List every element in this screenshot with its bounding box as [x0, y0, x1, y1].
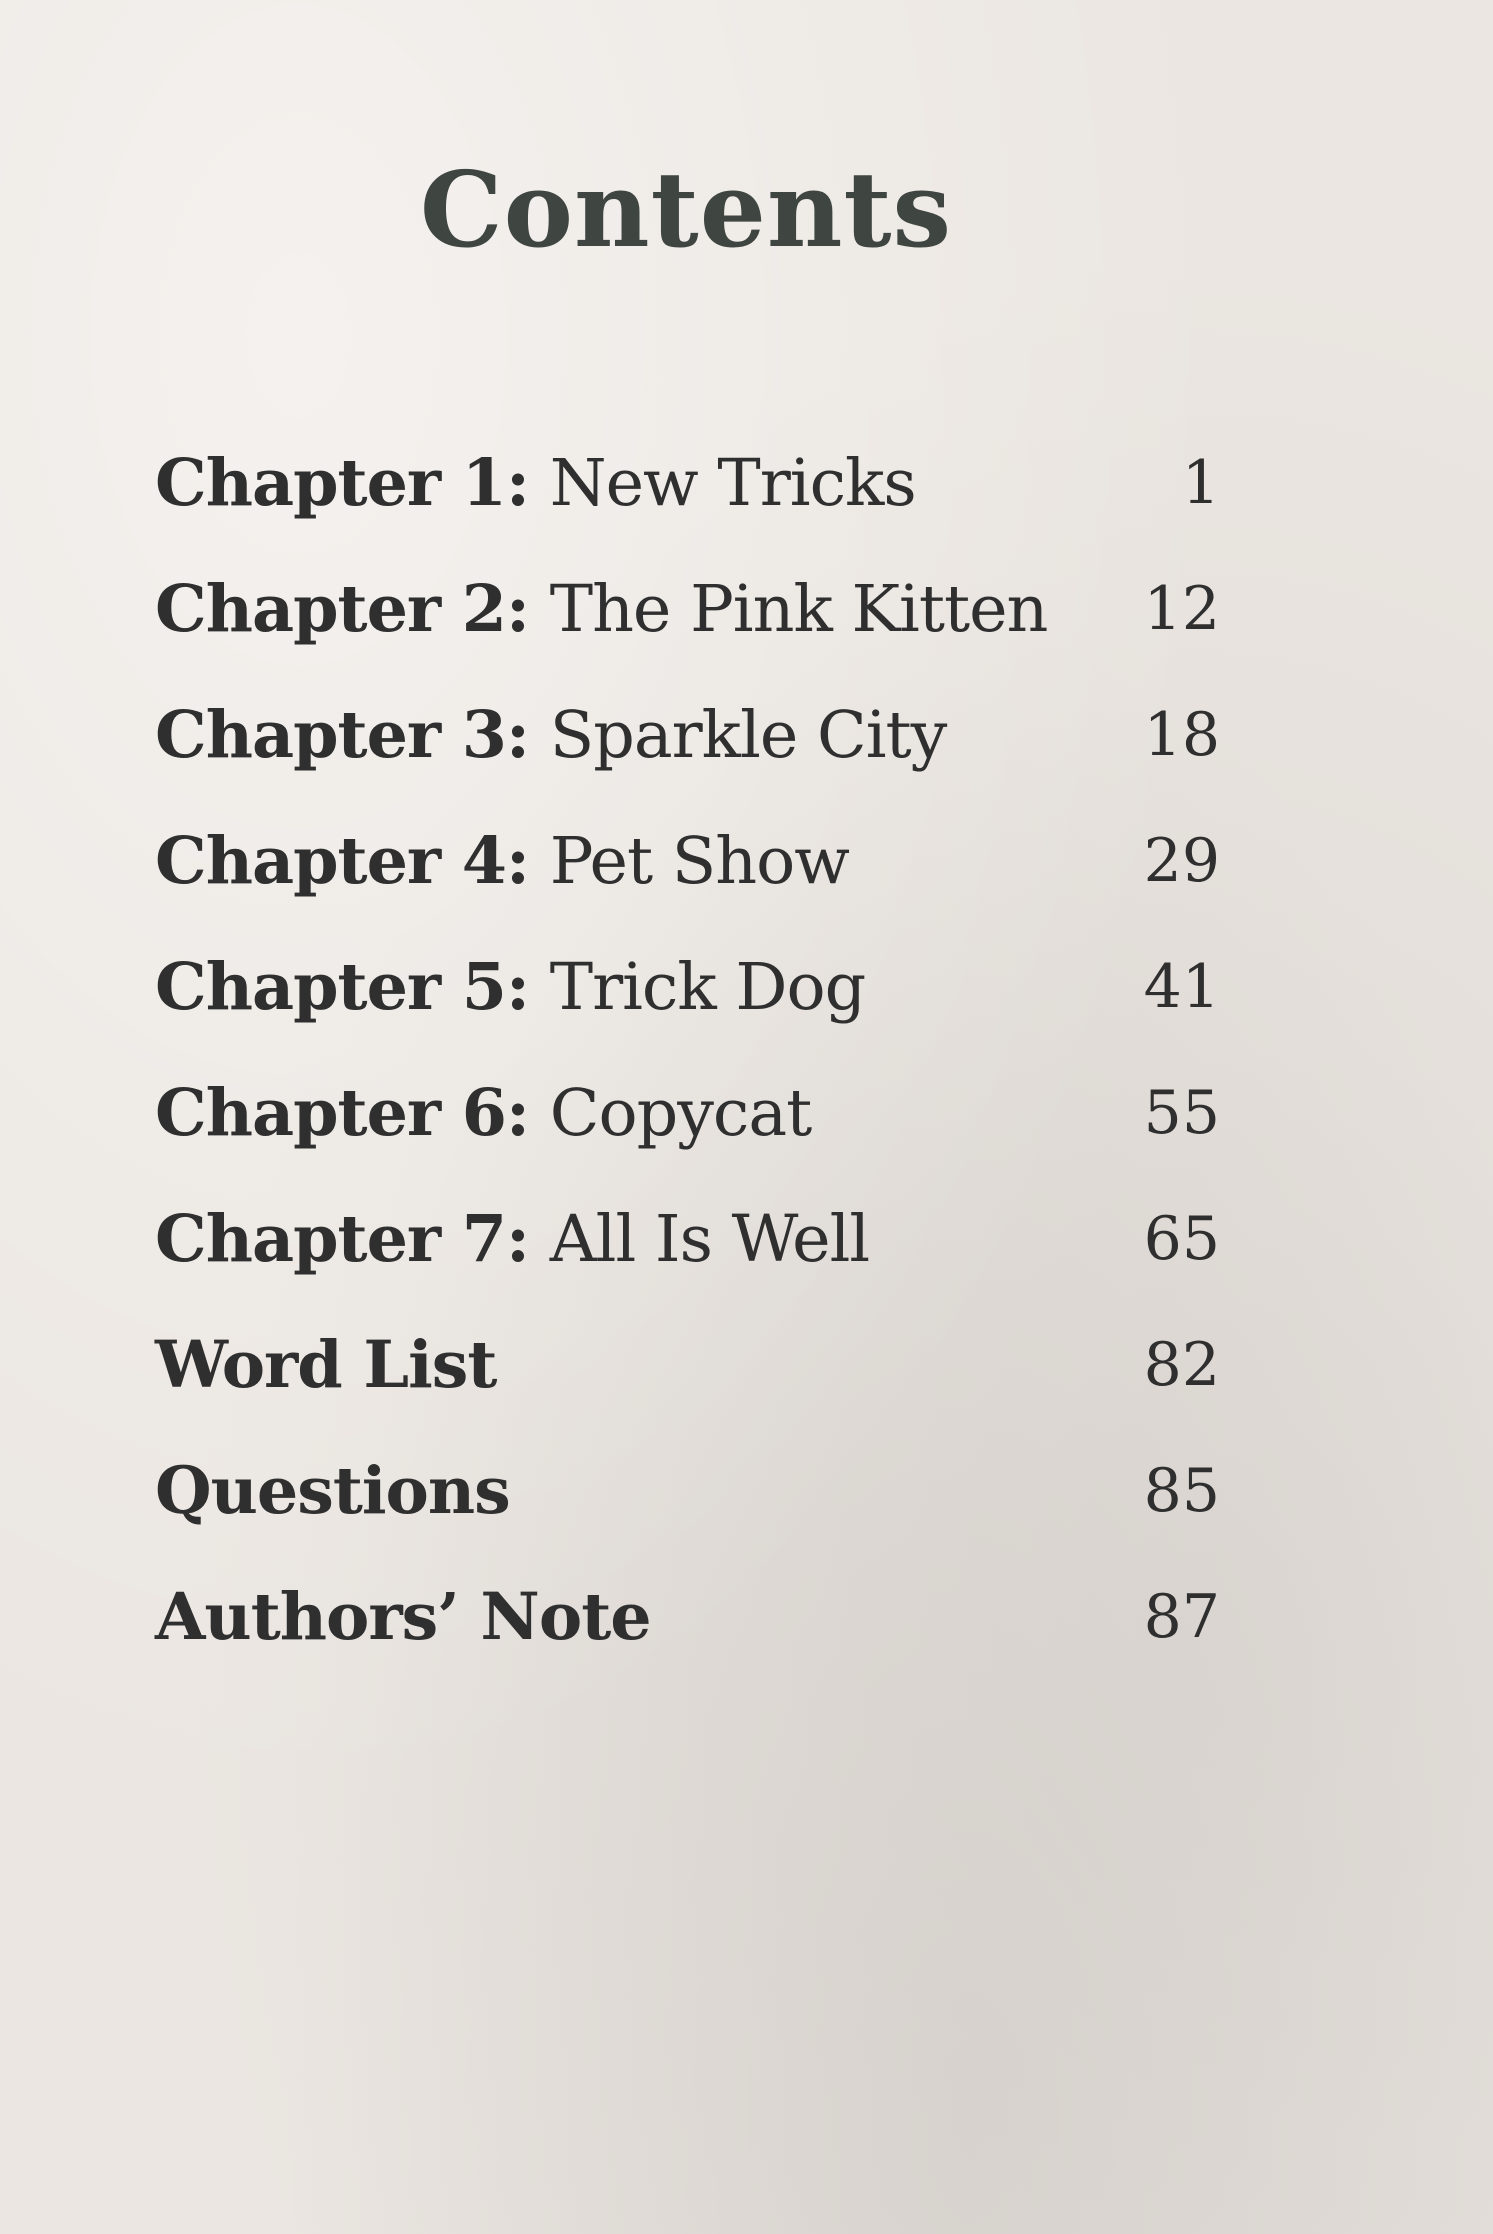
toc-entry-chapter-7 [155, 1176, 1220, 1302]
toc-entry-questions [155, 1428, 1220, 1554]
toc-entry-text [155, 444, 916, 521]
toc-page-number: 18 [1143, 700, 1220, 770]
toc-entry-text [155, 1578, 651, 1655]
toc-entry-label: Authors’ Note [155, 1578, 651, 1655]
toc-page-number: 12 [1143, 574, 1220, 644]
toc-page-number: 85 [1143, 1456, 1220, 1526]
toc-entry-label: Chapter 6: [155, 1074, 530, 1151]
page-title: Contents [419, 148, 953, 271]
toc-entry-authors-note [155, 1554, 1220, 1680]
toc-page-number: 41 [1143, 952, 1220, 1022]
toc-entry-chapter-3 [155, 672, 1220, 798]
toc-page-number: 29 [1143, 826, 1220, 896]
toc-page-number: 87 [1143, 1582, 1220, 1652]
toc-entry-text [155, 1452, 510, 1529]
toc-entry-text [155, 696, 947, 773]
toc-entry-label: Questions [155, 1452, 510, 1529]
toc-entry-title: All Is Well [549, 1201, 870, 1277]
toc-entry-chapter-4 [155, 798, 1220, 924]
toc-entry-title: Copycat [549, 1075, 812, 1151]
table-of-contents [155, 420, 1220, 1680]
toc-entry-text [155, 1200, 870, 1277]
toc-entry-label: Chapter 2: [155, 570, 530, 647]
toc-entry-title: Sparkle City [549, 697, 947, 773]
toc-entry-title: Pet Show [549, 823, 849, 899]
toc-page-number: 1 [1181, 448, 1220, 518]
toc-entry-label: Chapter 5: [155, 948, 530, 1025]
toc-entry-label: Chapter 3: [155, 696, 530, 773]
toc-entry-label: Chapter 4: [155, 822, 530, 899]
toc-entry-label: Word List [155, 1326, 497, 1403]
toc-entry-text [155, 948, 866, 1025]
toc-entry-chapter-5 [155, 924, 1220, 1050]
toc-entry-title: Trick Dog [549, 949, 866, 1025]
toc-entry-text [155, 1326, 497, 1403]
toc-entry-text [155, 570, 1048, 647]
toc-entry-chapter-2 [155, 546, 1220, 672]
toc-page-number: 55 [1143, 1078, 1220, 1148]
toc-entry-title: The Pink Kitten [549, 571, 1048, 647]
toc-entry-label: Chapter 7: [155, 1200, 530, 1277]
toc-page-number: 82 [1143, 1330, 1220, 1400]
toc-entry-word-list [155, 1302, 1220, 1428]
toc-entry-chapter-1 [155, 420, 1220, 546]
toc-entry-text [155, 1074, 812, 1151]
toc-entry-title: New Tricks [549, 445, 916, 521]
toc-page-number: 65 [1143, 1204, 1220, 1274]
toc-entry-chapter-6 [155, 1050, 1220, 1176]
toc-entry-text [155, 822, 849, 899]
toc-entry-label: Chapter 1: [155, 444, 530, 521]
